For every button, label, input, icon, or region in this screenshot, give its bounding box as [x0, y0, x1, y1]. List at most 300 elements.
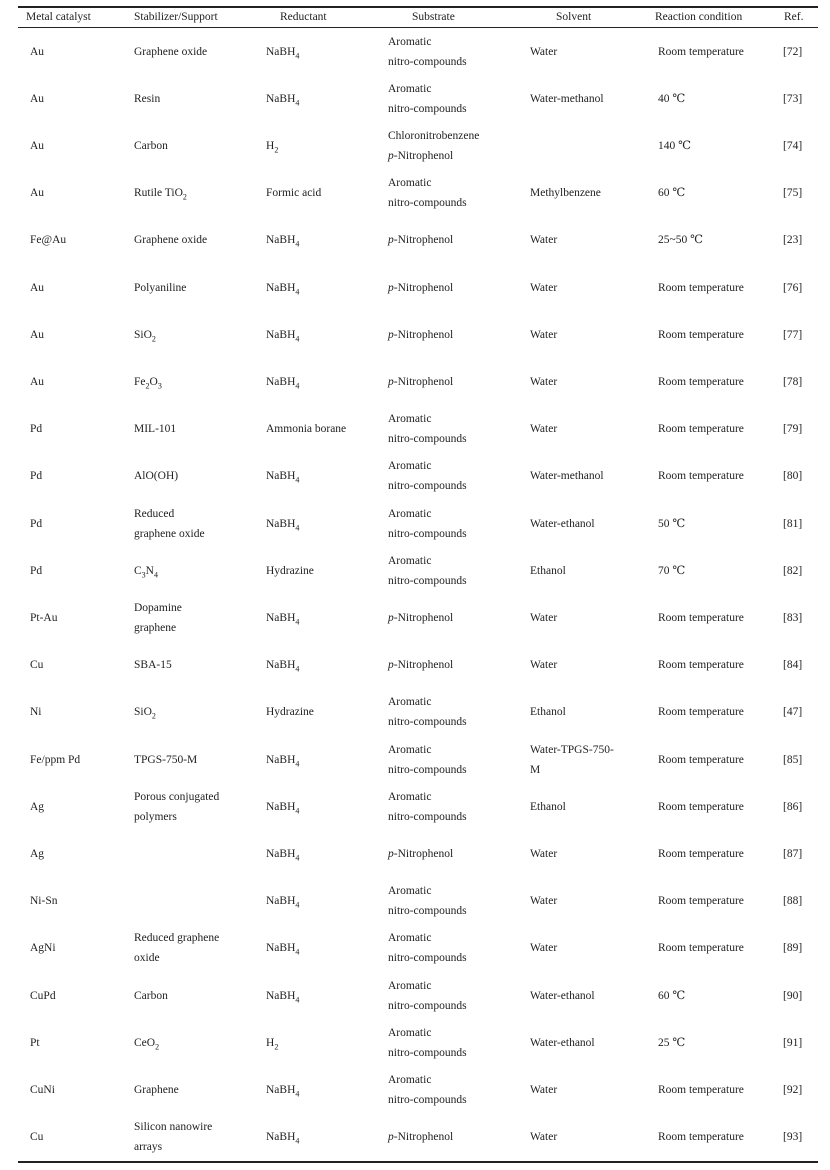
- ref-cell: [783, 1114, 813, 1161]
- table-row: [18, 830, 818, 877]
- condition-text: Room temperature: [658, 800, 744, 813]
- table-row: [18, 594, 818, 641]
- condition-cell: [658, 1066, 778, 1113]
- solvent-line: Water: [530, 847, 558, 860]
- header-solvent: Solvent: [556, 11, 592, 23]
- substrate-line: Aromatic: [388, 177, 432, 190]
- substrate-line: Aromatic: [388, 35, 432, 48]
- condition-text: Room temperature: [658, 45, 744, 58]
- support-line: CeO$_2$: [134, 1036, 160, 1052]
- table-row: [18, 358, 818, 405]
- support-cell: [134, 1019, 254, 1066]
- solvent-line: M: [530, 763, 541, 776]
- table-row: [18, 453, 818, 500]
- reductant-text: NaBH$_4$: [266, 328, 300, 344]
- ref-cell: [783, 264, 813, 311]
- solvent-line: Water-ethanol: [530, 989, 595, 1002]
- reductant-cell: [266, 406, 381, 453]
- support-cell: [134, 783, 254, 830]
- ref-text: [23]: [783, 234, 803, 247]
- ref-cell: [783, 75, 813, 122]
- solvent-cell: [530, 547, 650, 594]
- solvent-cell: [530, 689, 650, 736]
- metal-cell: [30, 170, 115, 217]
- condition-cell: [658, 689, 778, 736]
- solvent-line: Water-ethanol: [530, 517, 595, 530]
- ref-cell: [783, 972, 813, 1019]
- support-line: graphene: [134, 621, 177, 634]
- solvent-cell: [530, 972, 650, 1019]
- substrate-line: nitro-compounds: [388, 574, 467, 587]
- solvent-line: Ethanol: [530, 706, 566, 719]
- reductant-text: Ammonia borane: [266, 423, 347, 436]
- support-line: Reduced graphene: [134, 932, 220, 945]
- table-row: [18, 689, 818, 736]
- metal-text: Ag: [30, 847, 45, 860]
- metal-text: Ag: [30, 800, 45, 813]
- solvent-line: Methylbenzene: [530, 187, 601, 200]
- substrate-cell: [388, 1114, 528, 1161]
- ref-text: [77]: [783, 328, 803, 341]
- reductant-cell: [266, 358, 381, 405]
- table-row: [18, 1114, 818, 1161]
- reductant-cell: [266, 783, 381, 830]
- support-cell: [134, 358, 254, 405]
- solvent-cell: [530, 170, 650, 217]
- metal-text: Au: [30, 45, 45, 58]
- support-line: oxide: [134, 952, 160, 965]
- ref-text: [84]: [783, 659, 803, 672]
- substrate-line: Aromatic: [388, 1026, 432, 1039]
- substrate-cell: [388, 925, 528, 972]
- reductant-text: NaBH$_4$: [266, 45, 300, 60]
- ref-text: [93]: [783, 1131, 803, 1144]
- table-bottom-rule: [18, 1161, 818, 1163]
- header-stabilizer-support: Stabilizer/Support: [134, 11, 218, 23]
- table-row: [18, 170, 818, 217]
- solvent-cell: [530, 878, 650, 925]
- table-top-rule: [18, 6, 818, 8]
- metal-cell: [30, 28, 115, 75]
- ref-cell: [783, 878, 813, 925]
- condition-cell: [658, 28, 778, 75]
- table-row: [18, 28, 818, 75]
- ref-text: [74]: [783, 139, 803, 152]
- ref-cell: [783, 830, 813, 877]
- support-line: Resin: [134, 92, 161, 105]
- condition-cell: [658, 311, 778, 358]
- reductant-text: $H_2$: [266, 1036, 279, 1052]
- substrate-cell: [388, 1019, 528, 1066]
- substrate-cell: [388, 28, 528, 75]
- reductant-text: NaBH$_4$: [266, 1131, 300, 1146]
- solvent-line: Water-ethanol: [530, 1036, 595, 1049]
- table-row: [18, 547, 818, 594]
- condition-text: Room temperature: [658, 281, 744, 294]
- metal-cell: [30, 1066, 115, 1113]
- substrate-cell: [388, 594, 528, 641]
- metal-text: Pd: [30, 470, 43, 483]
- support-line: Graphene oxide: [134, 45, 208, 58]
- substrate-cell: [388, 547, 528, 594]
- metal-text: Ni-Sn: [30, 895, 58, 908]
- reductant-cell: [266, 28, 381, 75]
- metal-cell: [30, 972, 115, 1019]
- solvent-cell: [530, 122, 650, 169]
- support-line: TPGS-750-M: [134, 753, 198, 766]
- support-line: SBA-15: [134, 659, 172, 672]
- condition-text: Room temperature: [658, 328, 744, 341]
- metal-text: Pd: [30, 423, 43, 436]
- reductant-text: NaBH$_4$: [266, 895, 300, 910]
- solvent-cell: [530, 1019, 650, 1066]
- header-reaction-condition: Reaction condition: [655, 11, 743, 23]
- metal-cell: [30, 358, 115, 405]
- reductant-cell: [266, 453, 381, 500]
- condition-text: Room temperature: [658, 753, 744, 766]
- solvent-line: Water: [530, 611, 558, 624]
- reductant-cell: [266, 1066, 381, 1113]
- ref-text: [91]: [783, 1036, 803, 1049]
- substrate-cell: [388, 358, 528, 405]
- condition-cell: [658, 547, 778, 594]
- substrate-line: Aromatic: [388, 790, 432, 803]
- table-row: [18, 264, 818, 311]
- ref-cell: [783, 311, 813, 358]
- solvent-line: Water: [530, 1083, 558, 1096]
- table-row: [18, 736, 818, 783]
- solvent-line: Water: [530, 423, 558, 436]
- support-line: Silicon nanowire: [134, 1121, 213, 1134]
- solvent-line: Water-methanol: [530, 470, 604, 483]
- ref-text: [81]: [783, 517, 803, 530]
- substrate-cell: [388, 75, 528, 122]
- condition-text: 60 ℃: [658, 989, 686, 1002]
- ref-text: [75]: [783, 187, 803, 200]
- metal-text: Cu: [30, 1131, 44, 1144]
- ref-text: [80]: [783, 470, 803, 483]
- reductant-text: Hydrazine: [266, 706, 314, 719]
- condition-text: 25 ℃: [658, 1036, 686, 1049]
- reductant-cell: [266, 547, 381, 594]
- metal-cell: [30, 75, 115, 122]
- ref-text: [85]: [783, 753, 803, 766]
- solvent-cell: [530, 783, 650, 830]
- ref-cell: [783, 736, 813, 783]
- condition-text: 60 ℃: [658, 187, 686, 200]
- metal-text: Pt-Au: [30, 611, 58, 624]
- condition-cell: [658, 170, 778, 217]
- solvent-cell: [530, 453, 650, 500]
- substrate-line: nitro-compounds: [388, 952, 467, 965]
- reductant-text: $H_2$: [266, 139, 279, 155]
- condition-text: 50 ℃: [658, 517, 686, 530]
- reductant-text: NaBH$_4$: [266, 470, 300, 485]
- substrate-cell: [388, 122, 528, 169]
- solvent-cell: [530, 925, 650, 972]
- metal-cell: [30, 830, 115, 877]
- condition-text: Room temperature: [658, 470, 744, 483]
- condition-text: Room temperature: [658, 847, 744, 860]
- condition-cell: [658, 925, 778, 972]
- substrate-cell: [388, 642, 528, 689]
- condition-cell: [658, 972, 778, 1019]
- metal-text: Fe/ppm Pd: [30, 753, 81, 766]
- condition-cell: [658, 736, 778, 783]
- support-line: graphene oxide: [134, 527, 205, 540]
- substrate-line: Aromatic: [388, 554, 432, 567]
- substrate-cell: [388, 500, 528, 547]
- condition-text: Room temperature: [658, 423, 744, 436]
- support-cell: [134, 28, 254, 75]
- support-line: SiO$_2$: [134, 706, 156, 721]
- support-cell: [134, 453, 254, 500]
- ref-cell: [783, 358, 813, 405]
- solvent-cell: [530, 830, 650, 877]
- support-cell: [134, 311, 254, 358]
- support-line: Dopamine: [134, 601, 182, 614]
- support-cell: [134, 830, 254, 877]
- condition-text: 40 ℃: [658, 92, 686, 105]
- reductant-cell: [266, 925, 381, 972]
- reductant-cell: [266, 878, 381, 925]
- support-cell: [134, 264, 254, 311]
- condition-text: Room temperature: [658, 375, 744, 388]
- condition-cell: [658, 358, 778, 405]
- substrate-cell: [388, 217, 528, 264]
- substrate-line: Aromatic: [388, 932, 432, 945]
- condition-text: 70 ℃: [658, 564, 686, 577]
- ref-text: [87]: [783, 847, 803, 860]
- substrate-line: Chloronitrobenzene: [388, 129, 480, 142]
- substrate-line: p-Nitrophenol: [388, 611, 454, 624]
- support-line: Reduced: [134, 507, 175, 520]
- reductant-text: NaBH$_4$: [266, 92, 300, 108]
- support-cell: [134, 736, 254, 783]
- condition-cell: [658, 264, 778, 311]
- reductant-cell: [266, 122, 381, 169]
- metal-cell: [30, 547, 115, 594]
- solvent-line: Water: [530, 234, 558, 247]
- substrate-line: nitro-compounds: [388, 55, 467, 68]
- reductant-text: NaBH$_4$: [266, 611, 300, 627]
- substrate-cell: [388, 736, 528, 783]
- support-line: Carbon: [134, 989, 168, 1002]
- reductant-cell: [266, 170, 381, 217]
- ref-cell: [783, 594, 813, 641]
- metal-cell: [30, 311, 115, 358]
- metal-cell: [30, 500, 115, 547]
- condition-cell: [658, 217, 778, 264]
- substrate-line: nitro-compounds: [388, 480, 467, 493]
- ref-cell: [783, 547, 813, 594]
- solvent-cell: [530, 500, 650, 547]
- table-row: [18, 75, 818, 122]
- solvent-line: Water: [530, 281, 558, 294]
- metal-cell: [30, 925, 115, 972]
- ref-cell: [783, 217, 813, 264]
- condition-cell: [658, 830, 778, 877]
- condition-cell: [658, 75, 778, 122]
- ref-cell: [783, 642, 813, 689]
- table-row: [18, 783, 818, 830]
- metal-cell: [30, 689, 115, 736]
- ref-cell: [783, 1066, 813, 1113]
- reductant-cell: [266, 1114, 381, 1161]
- substrate-line: Aromatic: [388, 979, 432, 992]
- metal-text: CuPd: [30, 989, 56, 1002]
- support-line: $C_3N_4$: [134, 564, 158, 580]
- support-cell: [134, 1114, 254, 1161]
- reductant-cell: [266, 594, 381, 641]
- metal-text: AgNi: [30, 942, 56, 955]
- table-row: [18, 217, 818, 264]
- metal-cell: [30, 1019, 115, 1066]
- solvent-line: Water: [530, 328, 558, 341]
- support-cell: [134, 689, 254, 736]
- substrate-line: nitro-compounds: [388, 1093, 467, 1106]
- solvent-cell: [530, 1066, 650, 1113]
- condition-text: Room temperature: [658, 942, 744, 955]
- reductant-text: NaBH$_4$: [266, 234, 300, 249]
- metal-text: Au: [30, 328, 45, 341]
- table-row: [18, 122, 818, 169]
- metal-text: Au: [30, 375, 45, 388]
- table-row: [18, 925, 818, 972]
- solvent-line: Ethanol: [530, 800, 566, 813]
- support-line: Carbon: [134, 139, 168, 152]
- support-line: Graphene: [134, 1083, 179, 1096]
- condition-cell: [658, 1114, 778, 1161]
- solvent-cell: [530, 28, 650, 75]
- substrate-line: nitro-compounds: [388, 433, 467, 446]
- reductant-cell: [266, 642, 381, 689]
- reductant-text: NaBH$_4$: [266, 753, 300, 768]
- solvent-cell: [530, 406, 650, 453]
- substrate-line: p-Nitrophenol: [388, 1131, 454, 1144]
- substrate-line: Aromatic: [388, 460, 432, 473]
- substrate-line: nitro-compounds: [388, 527, 467, 540]
- solvent-cell: [530, 264, 650, 311]
- support-cell: [134, 500, 254, 547]
- ref-cell: [783, 28, 813, 75]
- support-cell: [134, 170, 254, 217]
- substrate-cell: [388, 170, 528, 217]
- substrate-line: p-Nitrophenol: [388, 375, 454, 388]
- solvent-cell: [530, 594, 650, 641]
- support-line: Porous conjugated: [134, 790, 220, 803]
- ref-text: [82]: [783, 564, 803, 577]
- solvent-cell: [530, 1114, 650, 1161]
- substrate-line: nitro-compounds: [388, 999, 467, 1012]
- substrate-line: nitro-compounds: [388, 810, 467, 823]
- support-cell: [134, 594, 254, 641]
- table-row: [18, 1066, 818, 1113]
- metal-text: Cu: [30, 659, 44, 672]
- reductant-cell: [266, 689, 381, 736]
- substrate-line: nitro-compounds: [388, 102, 467, 115]
- substrate-cell: [388, 783, 528, 830]
- metal-text: Pt: [30, 1036, 40, 1049]
- substrate-line: p-Nitrophenol: [388, 149, 454, 162]
- substrate-cell: [388, 830, 528, 877]
- ref-text: [76]: [783, 281, 803, 294]
- substrate-line: Aromatic: [388, 696, 432, 709]
- header-ref: Ref.: [784, 11, 804, 23]
- condition-text: Room temperature: [658, 1131, 744, 1144]
- condition-text: Room temperature: [658, 659, 744, 672]
- header-reductant: Reductant: [280, 11, 327, 23]
- support-cell: [134, 925, 254, 972]
- substrate-line: Aromatic: [388, 82, 432, 95]
- solvent-cell: [530, 75, 650, 122]
- reductant-cell: [266, 736, 381, 783]
- reductant-text: Hydrazine: [266, 564, 314, 577]
- metal-text: Au: [30, 187, 45, 200]
- reductant-text: NaBH$_4$: [266, 847, 300, 863]
- metal-cell: [30, 783, 115, 830]
- reductant-cell: [266, 217, 381, 264]
- support-cell: [134, 406, 254, 453]
- condition-cell: [658, 453, 778, 500]
- condition-text: Room temperature: [658, 1083, 744, 1096]
- solvent-line: Water: [530, 45, 558, 58]
- ref-text: [72]: [783, 45, 803, 58]
- solvent-line: Water: [530, 942, 558, 955]
- ref-text: [47]: [783, 706, 803, 719]
- reductant-text: Formic acid: [266, 187, 322, 200]
- condition-text: Room temperature: [658, 611, 744, 624]
- solvent-cell: [530, 736, 650, 783]
- ref-cell: [783, 170, 813, 217]
- condition-text: 140 ℃: [658, 139, 691, 152]
- ref-cell: [783, 1019, 813, 1066]
- solvent-cell: [530, 642, 650, 689]
- table-row: [18, 642, 818, 689]
- solvent-line: Ethanol: [530, 564, 566, 577]
- substrate-cell: [388, 453, 528, 500]
- substrate-line: Aromatic: [388, 1073, 432, 1086]
- substrate-cell: [388, 264, 528, 311]
- solvent-cell: [530, 217, 650, 264]
- reductant-text: NaBH$_4$: [266, 942, 300, 957]
- ref-cell: [783, 689, 813, 736]
- solvent-line: Water: [530, 895, 558, 908]
- metal-cell: [30, 594, 115, 641]
- condition-cell: [658, 594, 778, 641]
- condition-cell: [658, 783, 778, 830]
- reductant-cell: [266, 1019, 381, 1066]
- metal-text: Fe@Au: [30, 234, 67, 247]
- support-cell: [134, 547, 254, 594]
- ref-text: [92]: [783, 1083, 803, 1096]
- substrate-cell: [388, 311, 528, 358]
- ref-cell: [783, 783, 813, 830]
- substrate-line: p-Nitrophenol: [388, 847, 454, 860]
- substrate-line: p-Nitrophenol: [388, 659, 454, 672]
- substrate-cell: [388, 1066, 528, 1113]
- metal-text: Pd: [30, 517, 43, 530]
- reductant-cell: [266, 830, 381, 877]
- ref-text: [86]: [783, 800, 803, 813]
- substrate-line: nitro-compounds: [388, 763, 467, 776]
- condition-cell: [658, 500, 778, 547]
- table-row: [18, 311, 818, 358]
- metal-cell: [30, 406, 115, 453]
- solvent-line: Water-methanol: [530, 92, 604, 105]
- support-line: polymers: [134, 810, 177, 823]
- table-row: [18, 500, 818, 547]
